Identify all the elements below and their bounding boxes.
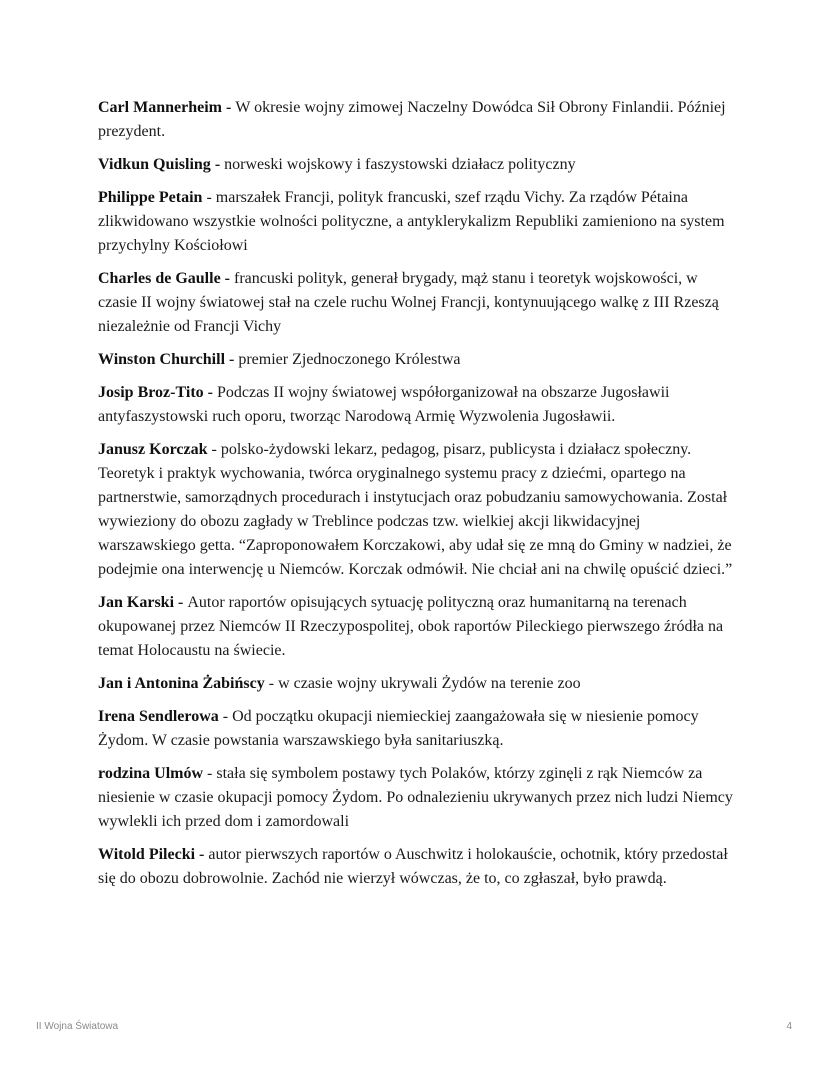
entry-churchill <box>98 348 738 372</box>
entry-mannerheim <box>98 96 738 144</box>
document-body <box>98 96 738 900</box>
entry-name: Winston Churchill <box>98 351 226 368</box>
entry-text: francuski polityk, generał brygady, mąż stanu i teoretyk wojskowości, w czasie II wojny światowej stał na czele ruchu Wolnej Francji, kontynuującego walkę z III Rzeszą niezależnie od Francji Vichy <box>98 270 719 335</box>
entry-petain <box>98 186 738 258</box>
entry-text: W okresie wojny zimowej Naczelny Dowódca Sił Obrony Finlandii. Później prezydent. <box>98 99 726 140</box>
entry-separator: - <box>203 384 217 401</box>
entry-separator: - <box>220 270 234 287</box>
entry-name: Jan i Antonina Żabińscy <box>98 675 265 692</box>
entry-text: w czasie wojny ukrywali Żydów na terenie zoo <box>278 675 581 692</box>
entry-text: Od początku okupacji niemieckiej zaangażowała się w niesienie pomocy Żydom. W czasie powstania warszawskiego była sanitariuszką. <box>98 708 699 749</box>
entry-separator: - <box>218 708 233 725</box>
entry-korczak <box>98 438 738 582</box>
entry-separator: - <box>202 189 216 206</box>
entry-ulma-family <box>98 762 738 834</box>
entry-separator: - <box>225 351 239 368</box>
entry-separator: - <box>195 846 209 863</box>
entry-text: polsko-żydowski lekarz, pedagog, pisarz, publicysta i działacz społeczny. Teoretyk i praktyk wychowania, twórca oryginalnego systemu pracy z dziećmi, opartego na partnerstwie, samorządnych procedurach i instytucjach oraz pobudzaniu samowychowania. Został wywieziony do obozu zagłady w Treblince podczas tzw. wielkiej akcji likwidacyjnej warszawskiego getta. “Zaproponowałem Korczakowi, aby udał się ze mną do Gminy w nadziei, że podejmie ona interwencję u Niemców. Korczak odmówił. Nie chciał ani na chwilę opuścić dzieci.” <box>98 441 733 578</box>
entry-name: Carl Mannerheim <box>98 99 222 116</box>
entry-text: Podczas II wojny światowej współorganizował na obszarze Jugosławii antyfaszystowski ruch oporu, tworząc Narodową Armię Wyzwolenia Jugosławii. <box>98 384 670 425</box>
entry-separator: - <box>203 765 217 782</box>
page-footer <box>36 1021 792 1032</box>
entry-zabinscy <box>98 672 738 696</box>
entry-text: marszałek Francji, polityk francuski, szef rządu Vichy. Za rządów Pétaina zlikwidowano wszystkie wolności polityczne, a antyklerykalizm Republiki zamieniono na system przychylny Kościołowi <box>98 189 725 254</box>
entry-separator: - <box>221 99 236 116</box>
entry-karski <box>98 591 738 663</box>
entry-sendlerowa <box>98 705 738 753</box>
entry-text: autor pierwszych raportów o Auschwitz i holokauście, ochotnik, który przedostał się do obozu dobrowolnie. Zachód nie wierzył wówczas, że to, co zgłaszał, było prawdą. <box>98 846 728 887</box>
entry-tito <box>98 381 738 429</box>
entry-text: premier Zjednoczonego Królestwa <box>238 351 461 368</box>
entry-text: norweski wojskowy i faszystowski działacz polityczny <box>224 156 576 173</box>
entry-name: Philippe Petain <box>98 189 203 206</box>
entry-name: Witold Pilecki <box>98 846 196 863</box>
entry-name: Vidkun Quisling <box>98 156 211 173</box>
entry-name: rodzina Ulmów <box>98 765 204 782</box>
entry-name: Jan Karski <box>98 594 175 611</box>
entry-text: stała się symbolem postawy tych Polaków, którzy zginęli z rąk Niemców za niesienie w czasie okupacji pomocy Żydom. Po odnalezieniu ukrywanych przez nich ludzi Niemcy wywlekli ich przed dom i zamordowali <box>98 765 733 830</box>
entry-name: Josip Broz-Tito <box>98 384 204 401</box>
entry-name: Janusz Korczak <box>98 441 208 458</box>
entry-separator: - <box>210 156 225 173</box>
entry-quisling <box>98 153 738 177</box>
entry-text: Autor raportów opisujących sytuację polityczną oraz humanitarną na terenach okupowanej przez Niemców II Rzeczypospolitej, obok raportów Pileckiego pierwszego źródła na temat Holocaustu na świecie. <box>98 594 724 659</box>
entry-pilecki <box>98 843 738 891</box>
entry-name: Charles de Gaulle <box>98 270 221 287</box>
entry-separator: - <box>174 594 188 611</box>
footer-document-title: II Wojna Światowa <box>36 1021 119 1032</box>
entry-separator: - <box>207 441 221 458</box>
entry-name: Irena Sendlerowa <box>98 708 219 725</box>
entry-de-gaulle <box>98 267 738 339</box>
footer-page-number: 4 <box>786 1021 792 1032</box>
entry-separator: - <box>264 675 279 692</box>
